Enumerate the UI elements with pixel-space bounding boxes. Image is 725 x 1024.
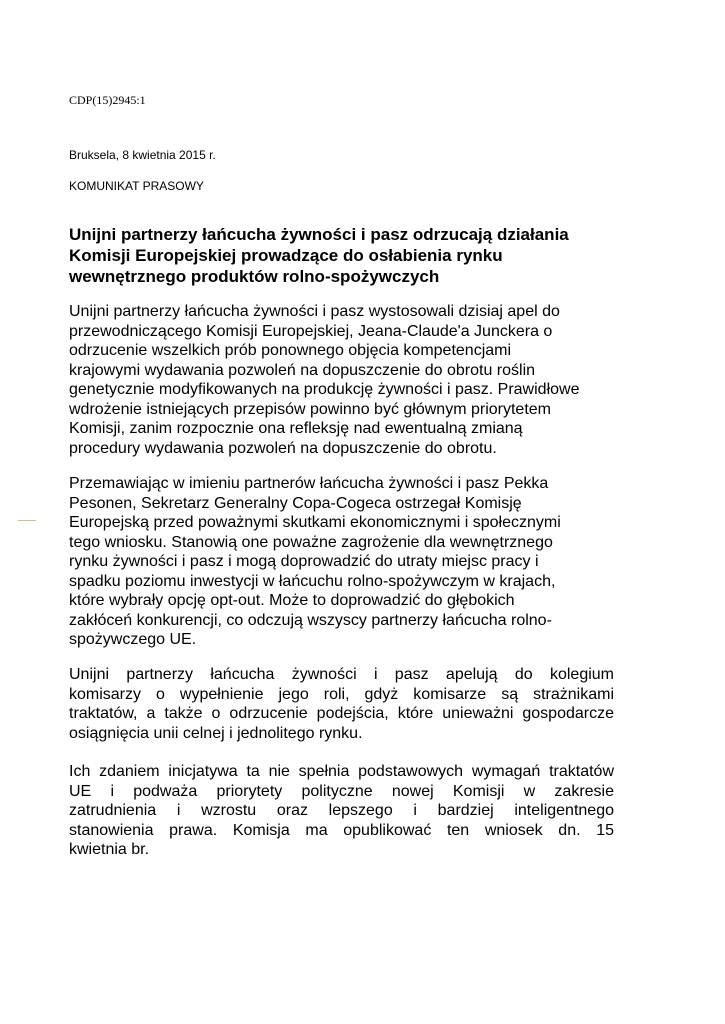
paragraph-line: Komisji, zanim rozpocznie ona refleksję nad ewentualną zmianą [69, 420, 523, 437]
headline [69, 224, 629, 287]
paragraph-line: spożywczego UE. [69, 631, 197, 648]
paragraph-line: krajowymi wydawania pozwoleń na dopuszczenie do obrotu roślin [69, 361, 536, 379]
paragraph-line: zatrudnienia i wzrostu oraz lepszego i bardziej inteligentnego [69, 802, 614, 819]
paragraph-line: spadku poziomu inwestycji w łańcuchu rolno-spożywczym w krajach, [69, 572, 556, 590]
paragraph-line: wdrożenie istniejących przepisów powinno być głównym priorytetem [69, 400, 551, 418]
margin-mark [18, 520, 36, 521]
paragraph-line: tego wniosku. Stanowią one poważne zagrożenie dla wewnętrznego [69, 533, 553, 551]
paragraph-line: osiągnięcia unii celnej i jednolitego rynku. [69, 724, 363, 742]
paragraph-line: UE i podważa priorytety polityczne nowej Komisji w zakresie [69, 782, 614, 800]
paragraph-line: stanowienia prawa. Komisja ma opublikować ten wniosek dn. 15 [69, 821, 614, 839]
paragraph-line: genetycznie modyfikowanych na produkcję żywności i pasz. Prawidłowe [69, 381, 580, 398]
paragraph-line: Przemawiając w imieniu partnerów łańcucha żywności i pasz Pekka [69, 475, 549, 492]
document-type: KOMUNIKAT PRASOWY [69, 179, 204, 193]
paragraph-line: Unijni partnerzy łańcucha żywności i pasz wystosowali dzisiaj apel do [69, 303, 560, 320]
headline-line: wewnętrznego produktów rolno-spożywczych [69, 267, 440, 286]
paragraph-line: przewodniczącego Komisji Europejskiej, Jeana-Claude'a Junckera o [69, 322, 553, 340]
paragraph-line: procedury wydawania pozwoleń na dopuszczenie do obrotu. [69, 439, 497, 457]
paragraph-line: rynku żywności i pasz i mogą doprowadzić do utraty miejsc pracy i [69, 553, 539, 570]
headline-line: Unijni partnerzy łańcucha żywności i pasz odrzucają działania [69, 225, 569, 244]
paragraph-line: kwietnia br. [69, 841, 150, 858]
paragraph-line: Unijni partnerzy łańcucha żywności i pasz apelują do kolegium [69, 666, 614, 683]
paragraph-line: zakłóceń konkurencji, co odczują wszyscy partnerzy łańcucha rolno- [69, 611, 552, 629]
paragraph-2 [69, 474, 561, 650]
paragraph-3 [69, 665, 614, 743]
dateline: Bruksela, 8 kwietnia 2015 r. [69, 148, 216, 162]
paragraph-line: które wybrały opcję opt-out. Może to doprowadzić do głębokich [69, 592, 515, 609]
paragraph-line: traktatów, a także o odrzucenie podejścia, które unieważni gospodarcze [69, 705, 614, 722]
paragraph-line: odrzucenie wszelkich prób ponownego objęcia kompetencjami [69, 342, 512, 359]
paragraph-4 [69, 762, 614, 860]
headline-line: Komisji Europejskiej prowadzące do osłabienia rynku [69, 246, 503, 265]
paragraph-line: komisarzy o wypełnienie jego roli, gdyż komisarze są strażnikami [69, 685, 614, 703]
paragraph-line: Europejską przed poważnymi skutkami ekonomicznymi i społecznymi [69, 514, 561, 531]
paragraph-1 [69, 302, 579, 458]
paragraph-line: Ich zdaniem inicjatywa ta nie spełnia podstawowych wymagań traktatów [69, 763, 614, 780]
paragraph-line: Pesonen, Sekretarz Generalny Copa-Cogeca ostrzegał Komisję [69, 494, 522, 512]
document-reference: CDP(15)2945:1 [69, 93, 146, 107]
